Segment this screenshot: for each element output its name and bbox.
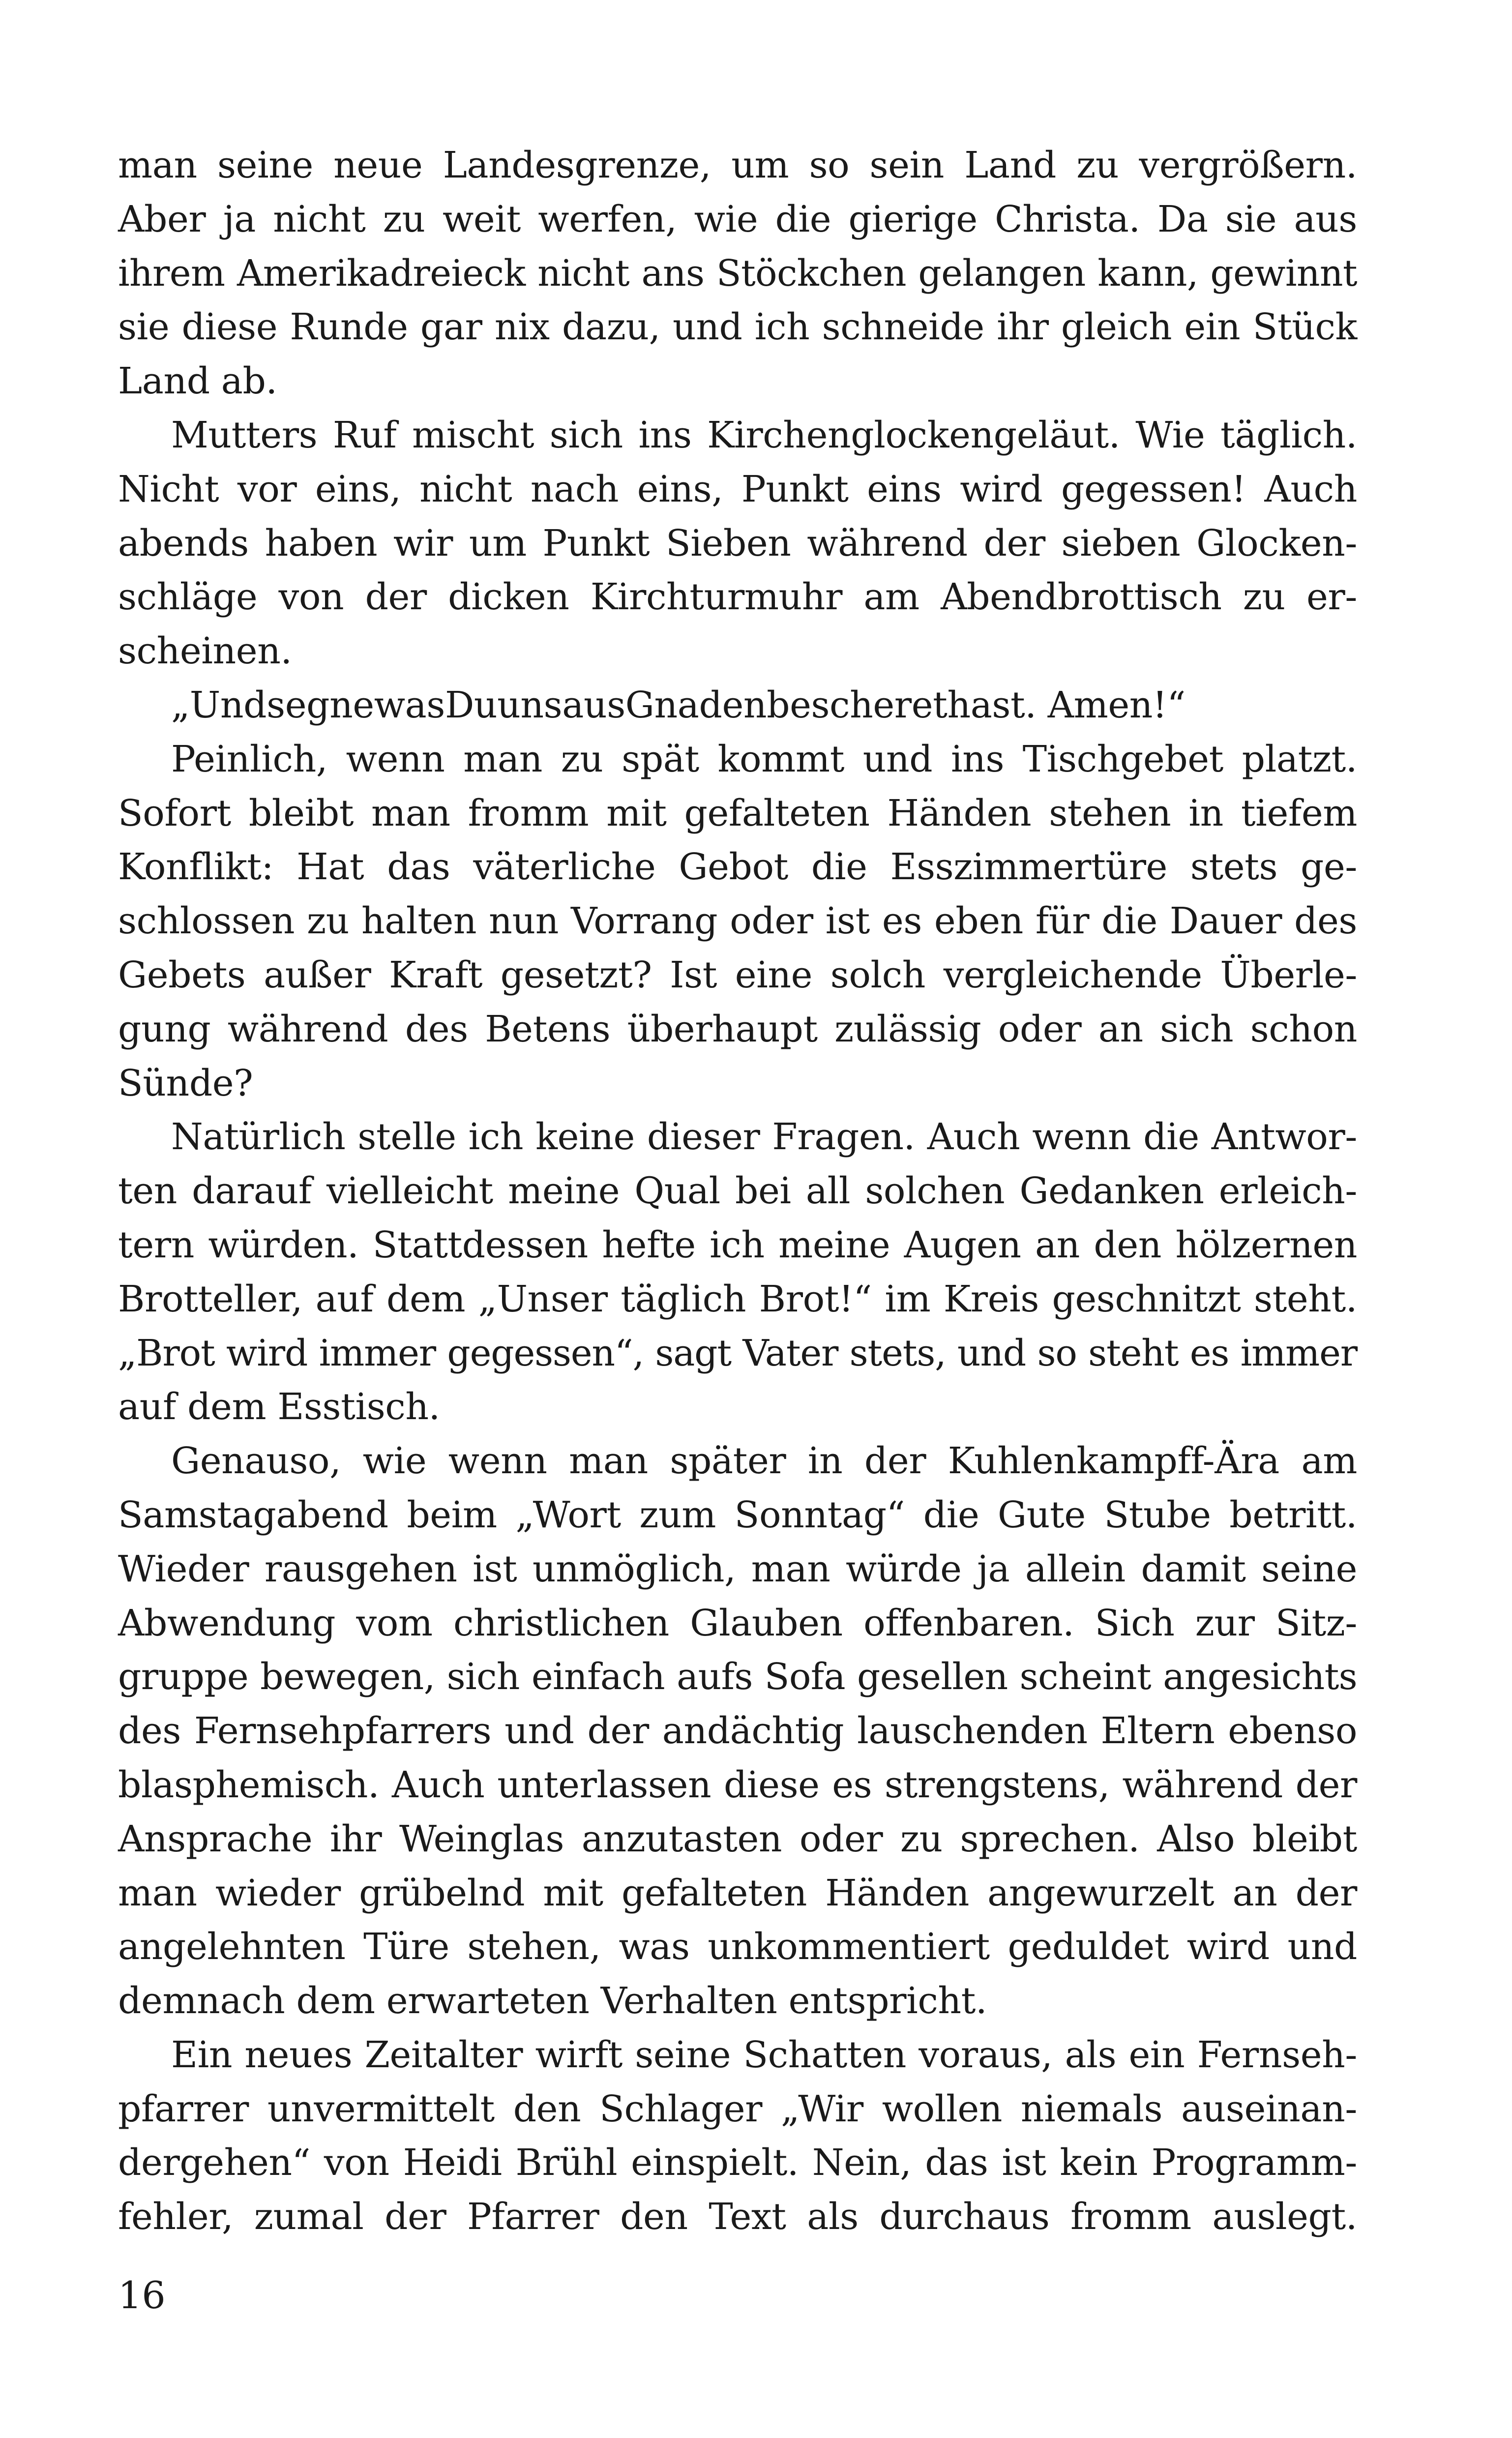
text-line: Wieder rausgehen ist unmöglich, man würde ja allein damit seine	[118, 1547, 1357, 1590]
page-number: 16	[118, 2273, 166, 2317]
text-line: Aber ja nicht zu weit werfen, wie die gierige Christa. Da sie aus	[118, 198, 1357, 240]
text-line: demnach dem erwarteten Verhalten entspricht.	[118, 1980, 987, 2022]
text-line: pfarrer unvermittelt den Schlager „Wir wollen niemals auseinan-	[118, 2087, 1357, 2130]
text-line: „Brot wird immer gegessen“, sagt Vater stets, und so steht es immer	[118, 1332, 1357, 1374]
text-line: Ansprache ihr Weinglas anzutasten oder zu sprechen. Also bleibt	[118, 1817, 1357, 1860]
text-line: auf dem Esstisch.	[118, 1386, 440, 1428]
text-line: fehler, zumal der Pfarrer den Text als durchaus fromm auslegt.	[118, 2196, 1357, 2238]
text-line: Samstagabend beim „Wort zum Sonntag“ die Gute Stube betritt.	[118, 1493, 1357, 1536]
paragraph-first-line: Genauso, wie wenn man später in der Kuhlenkampff-Ära am	[171, 1440, 1357, 1483]
text-line: angelehnten Türe stehen, was unkommentiert geduldet wird und	[118, 1926, 1357, 1968]
text-line: Konflikt: Hat das väterliche Gebot die Esszimmertüre stets ge-	[118, 846, 1357, 889]
paragraph-first-line: „UndsegnewasDuunsausGnadenbescherethast. Amen!“	[171, 684, 1186, 726]
text-line: schläge von der dicken Kirchturmuhr am Abendbrottisch zu er-	[118, 576, 1357, 619]
paragraph-first-line: Mutters Ruf mischt sich ins Kirchenglockengeläut. Wie täglich.	[171, 414, 1357, 456]
text-line: scheinen.	[118, 630, 292, 673]
text-line: schlossen zu halten nun Vorrang oder ist es eben für die Dauer des	[118, 900, 1357, 943]
text-line: dergehen“ von Heidi Brühl einspielt. Nein, das ist kein Programm-	[118, 2141, 1357, 2184]
text-line: Nicht vor eins, nicht nach eins, Punkt eins wird gegessen! Auch	[118, 468, 1357, 510]
text-line: Abwendung vom christlichen Glauben offenbaren. Sich zur Sitz-	[118, 1602, 1357, 1644]
paragraph-first-line: Ein neues Zeitalter wirft seine Schatten voraus, als ein Fernseh-	[171, 2033, 1357, 2076]
text-line: man wieder grübelnd mit gefalteten Händen angewurzelt an der	[118, 1872, 1357, 1914]
text-line: man seine neue Landesgrenze, um so sein Land zu vergrößern.	[118, 144, 1357, 186]
text-line: abends haben wir um Punkt Sieben während der sieben Glocken-	[118, 522, 1357, 565]
paragraph-first-line: Natürlich stelle ich keine dieser Fragen. Auch wenn die Antwor-	[171, 1116, 1357, 1159]
text-line: Sünde?	[118, 1062, 253, 1104]
text-line: tern würden. Stattdessen hefte ich meine Augen an den hölzernen	[118, 1223, 1357, 1266]
text-line: blasphemisch. Auch unterlassen diese es strengstens, während der	[118, 1763, 1357, 1806]
text-line: Gebets außer Kraft gesetzt? Ist eine solch vergleichende Überle-	[118, 953, 1357, 996]
text-line: ihrem Amerikadreieck nicht ans Stöckchen gelangen kann, gewinnt	[118, 252, 1357, 295]
text-line: des Fernsehpfarrers und der andächtig lauschenden Eltern ebenso	[118, 1710, 1357, 1753]
text-line: Sofort bleibt man fromm mit gefalteten Händen stehen in tiefem	[118, 792, 1357, 834]
text-line: Brotteller, auf dem „Unser täglich Brot!“ im Kreis geschnitzt steht.	[118, 1278, 1357, 1320]
text-line: gruppe bewegen, sich einfach aufs Sofa gesellen scheint angesichts	[118, 1656, 1357, 1698]
text-line: sie diese Runde gar nix dazu, und ich schneide ihr gleich ein Stück	[118, 306, 1357, 349]
text-line: gung während des Betens überhaupt zulässig oder an sich schon	[118, 1008, 1357, 1050]
paragraph-first-line: Peinlich, wenn man zu spät kommt und ins Tischgebet platzt.	[171, 738, 1357, 780]
body-text	[118, 139, 1357, 2244]
text-line: Land ab.	[118, 360, 277, 403]
text-line: ten darauf vielleicht meine Qual bei all solchen Gedanken erleich-	[118, 1170, 1357, 1213]
